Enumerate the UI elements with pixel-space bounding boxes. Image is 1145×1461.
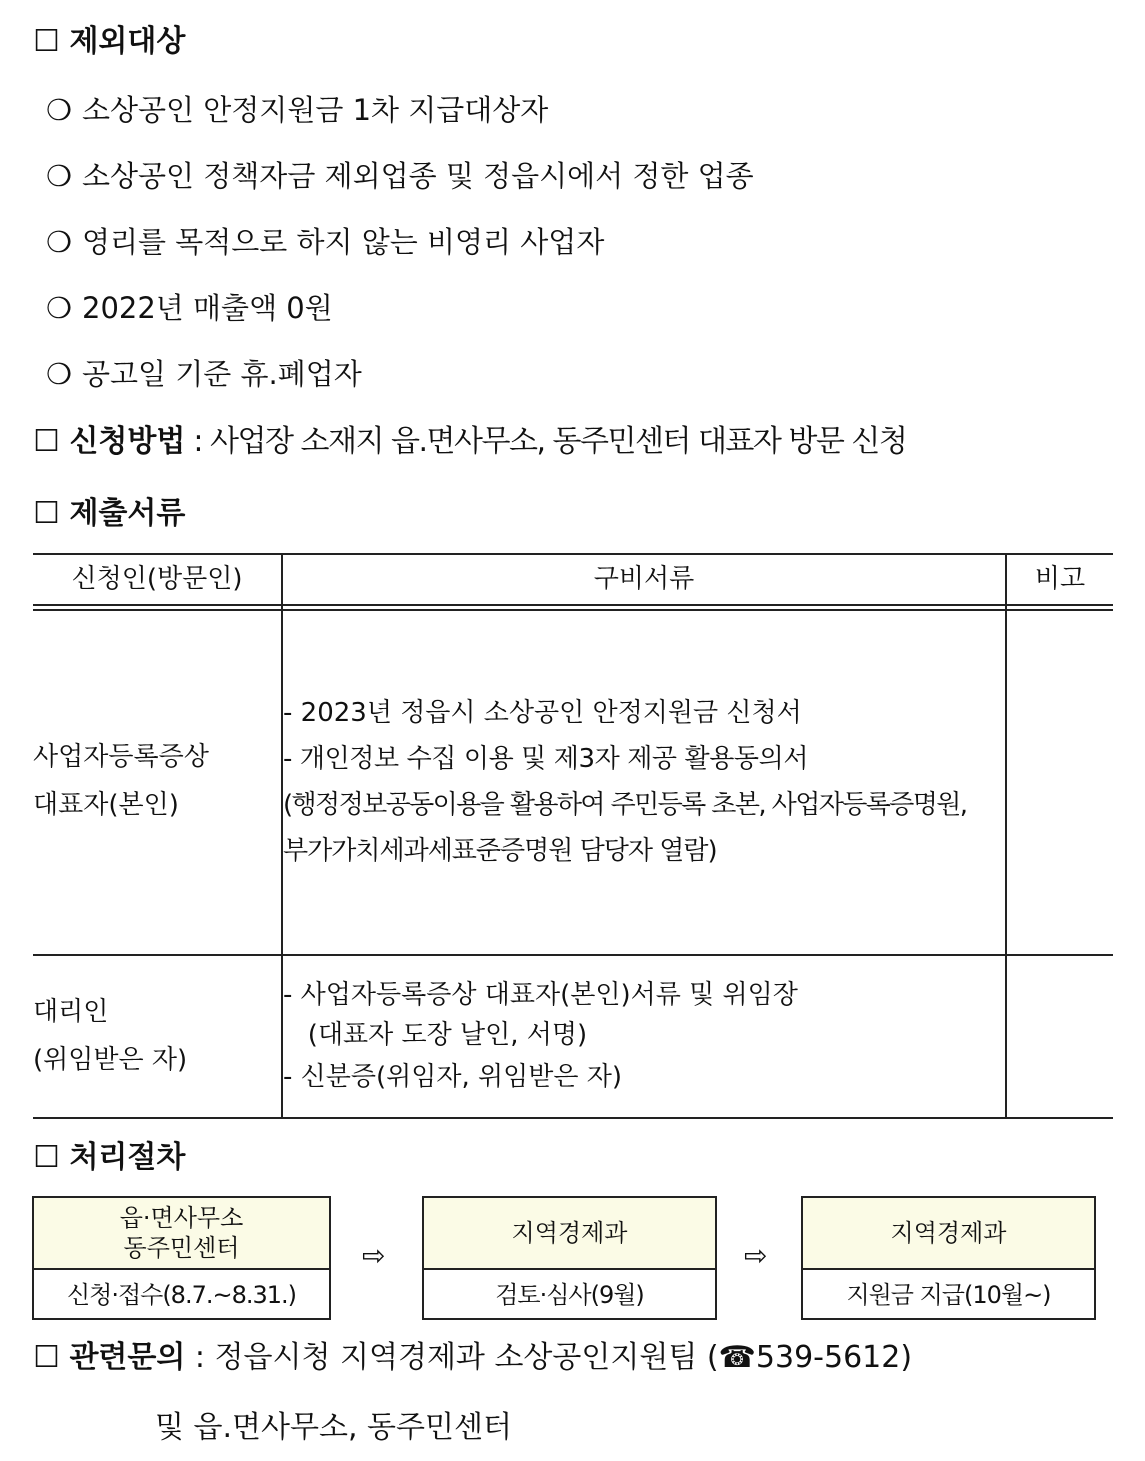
table-cell-applicant: 사업자등록증상 xyxy=(33,742,209,772)
process-step-2 xyxy=(422,1196,717,1320)
table-column-divider xyxy=(1005,554,1007,1118)
checkbox-square-icon: ☐ xyxy=(33,1340,60,1375)
table-cell-document: - 신분증(위임자, 위임받은 자) xyxy=(283,1062,623,1092)
process-step-action: 지원금 지급(10월~) xyxy=(846,1280,1051,1309)
list-item-text: 영리를 목적으로 하지 않는 비영리 사업자 xyxy=(82,225,605,259)
process-step-org-line: 읍·면사무소 xyxy=(119,1204,244,1232)
list-item xyxy=(46,290,333,326)
process-step-org: 지역경제과 xyxy=(803,1198,1094,1270)
process-step-action: 검토·심사(9월) xyxy=(495,1280,644,1309)
table-cell-document: - 2023년 정읍시 소상공인 안정지원금 신청서 xyxy=(283,698,802,728)
list-item xyxy=(46,158,754,194)
list-item-text: 소상공인 안정지원금 1차 지급대상자 xyxy=(82,93,549,127)
list-item-text: 2022년 매출액 0원 xyxy=(82,291,333,325)
table-cell-applicant: 대리인 xyxy=(33,997,109,1027)
table-row-divider xyxy=(33,954,1113,956)
section-title: 제출서류 xyxy=(69,496,186,531)
section-title: 처리절차 xyxy=(69,1140,186,1175)
circle-bullet-icon: ❍ xyxy=(46,159,72,193)
list-item xyxy=(46,224,604,260)
list-item-text: 소상공인 정책자금 제외업종 및 정읍시에서 정한 업종 xyxy=(82,159,754,193)
process-step-org xyxy=(34,1198,329,1270)
section-method xyxy=(33,424,906,460)
process-step-org-line: 동주민센터 xyxy=(123,1234,240,1262)
table-header-border-1 xyxy=(33,604,1113,606)
table-bottom-border xyxy=(33,1117,1113,1119)
process-step-3 xyxy=(801,1196,1096,1320)
arrow-right-icon: ⇨ xyxy=(362,1239,386,1272)
section-documents-heading xyxy=(33,496,185,532)
circle-bullet-icon: ❍ xyxy=(46,357,72,391)
table-header-border-2 xyxy=(33,609,1113,611)
process-step-action: 신청·접수(8.7.~8.31.) xyxy=(66,1280,297,1309)
checkbox-square-icon: ☐ xyxy=(33,424,60,459)
process-step-1 xyxy=(32,1196,331,1320)
table-cell-applicant: 대표자(본인) xyxy=(33,790,179,820)
table-top-border xyxy=(33,553,1113,555)
table-cell-document: (대표자 도장 날인, 서명) xyxy=(283,1020,588,1050)
checkbox-square-icon: ☐ xyxy=(33,24,60,59)
table-cell-document: - 개인정보 수집 이용 및 제3자 제공 활용동의서 xyxy=(283,744,809,774)
circle-bullet-icon: ❍ xyxy=(46,225,72,259)
section-title: 제외대상 xyxy=(69,24,186,59)
checkbox-square-icon: ☐ xyxy=(33,496,60,531)
section-title: 관련문의 xyxy=(69,1340,186,1375)
circle-bullet-icon: ❍ xyxy=(46,291,72,325)
table-header-applicant: 신청인(방문인) xyxy=(71,564,243,594)
section-title: 신청방법 xyxy=(69,424,186,459)
table-header-note: 비고 xyxy=(1034,564,1086,594)
checkbox-square-icon: ☐ xyxy=(33,1140,60,1175)
table-cell-applicant: (위임받은 자) xyxy=(33,1045,188,1075)
table-cell-document: 부가가치세과세표준증명원 담당자 열람) xyxy=(283,836,717,866)
list-item xyxy=(46,92,548,128)
table-cell-document: (행정정보공동이용을 활용하여 주민등록 초본, 사업자등록증명원, xyxy=(283,790,967,820)
arrow-right-icon: ⇨ xyxy=(744,1239,768,1272)
table-header-documents: 구비서류 xyxy=(593,564,695,594)
list-item xyxy=(46,356,362,392)
section-contact-text-2: 및 읍.면사무소, 동주민센터 xyxy=(155,1410,512,1445)
section-contact-text: : 정읍시청 지역경제과 소상공인지원팀 (☎539-5612) xyxy=(185,1340,913,1375)
section-excluded-heading xyxy=(33,24,185,60)
section-process-heading xyxy=(33,1140,185,1176)
circle-bullet-icon: ❍ xyxy=(46,93,72,127)
process-step-org: 지역경제과 xyxy=(424,1198,715,1270)
section-method-text: : 사업장 소재지 읍.면사무소, 동주민센터 대표자 방문 신청 xyxy=(185,424,907,459)
list-item-text: 공고일 기준 휴.폐업자 xyxy=(82,357,362,391)
section-contact xyxy=(33,1340,912,1376)
table-cell-document: - 사업자등록증상 대표자(본인)서류 및 위임장 xyxy=(283,980,798,1010)
